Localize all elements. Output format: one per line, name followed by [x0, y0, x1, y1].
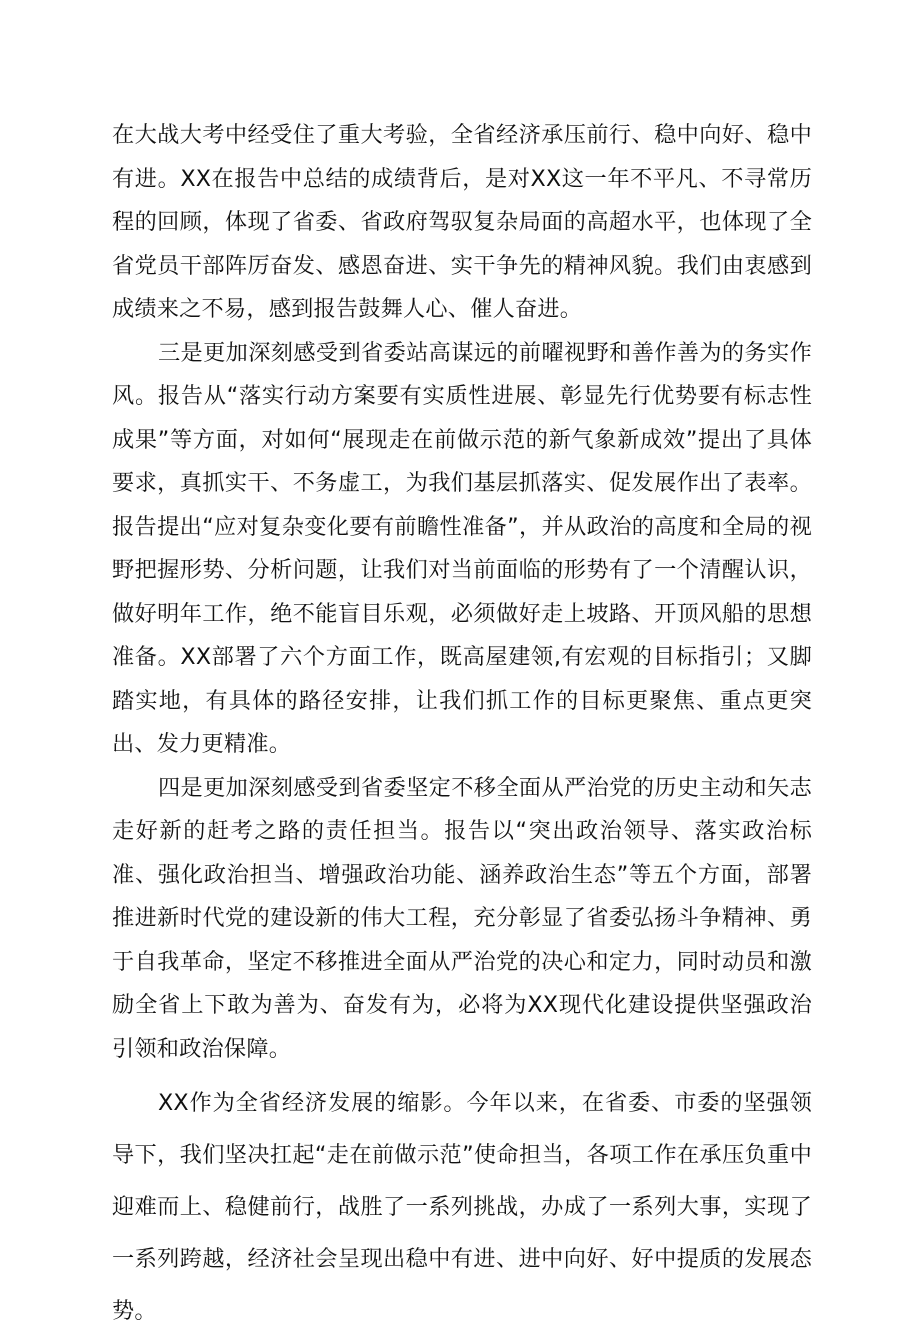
paragraph-2: 三是更加深刻感受到省委站高谋远的前曜视野和善作善为的务实作风。报告从“落实行动方案要有实质性进展、彰显先行优势要有标志性成果”等方面，对如何“展现走在前做示范的新气象新成效”提出了具体要求，真抓实干、不务虚工，为我们基层抓落实、促发展作出了表率。报告提出“应对复杂变化要有前瞻性准备”，并从政治的高度和全局的视野把握形势、分析问题，让我们对当前面临的形势有了一个清醒认识，做好明年工作，绝不能盲目乐观，必须做好走上坡路、开顶风船的思想准备。XX部署了六个方面工作，既高屋建领,有宏观的目标指引；又脚踏实地，有具体的路径安排，让我们抓工作的目标更聚焦、重点更突出、发力更精准。 [112, 339, 812, 757]
document-body [112, 114, 812, 1337]
paragraph-4: XX作为全省经济发展的缩影。今年以来，在省委、市委的坚强领导下，我们坚决扛起“走在前做示范”使命担当，各项工作在承压负重中迎难而上、稳健前行，战胜了一系列挑战，办成了一系列大事，实现了一系列跨越，经济社会呈现出稳中有进、进中向好、好中提质的发展态势。 [112, 1090, 812, 1324]
paragraph-1: 在大战大考中经受住了重大考验，全省经济承压前行、稳中向好、稳中有进。XX在报告中总结的成绩背后，是对XX这一年不平凡、不寻常历程的回顾，体现了省委、省政府驾驭复杂局面的高超水平，也体现了全省党员干部阵厉奋发、感恩奋进、实干争先的精神风貌。我们由衷感到成绩来之不易，感到报告鼓舞人心、催人奋进。 [112, 122, 812, 322]
paragraph-3: 四是更加深刻感受到省委坚定不移全面从严治党的历史主动和矢志走好新的赶考之路的责任担当。报告以“突出政治领导、落实政治标准、强化政治担当、增强政治功能、涵养政治生态”等五个方面，部署推进新时代党的建设新的伟大工程，充分彰显了省委弘扬斗争精神、勇于自我革命，坚定不移推进全面从严治党的决心和定力，同时动员和激励全省上下敢为善为、奋发有为，必将为XX现代化建设提供坚强政治引领和政治保障。 [112, 774, 812, 1062]
